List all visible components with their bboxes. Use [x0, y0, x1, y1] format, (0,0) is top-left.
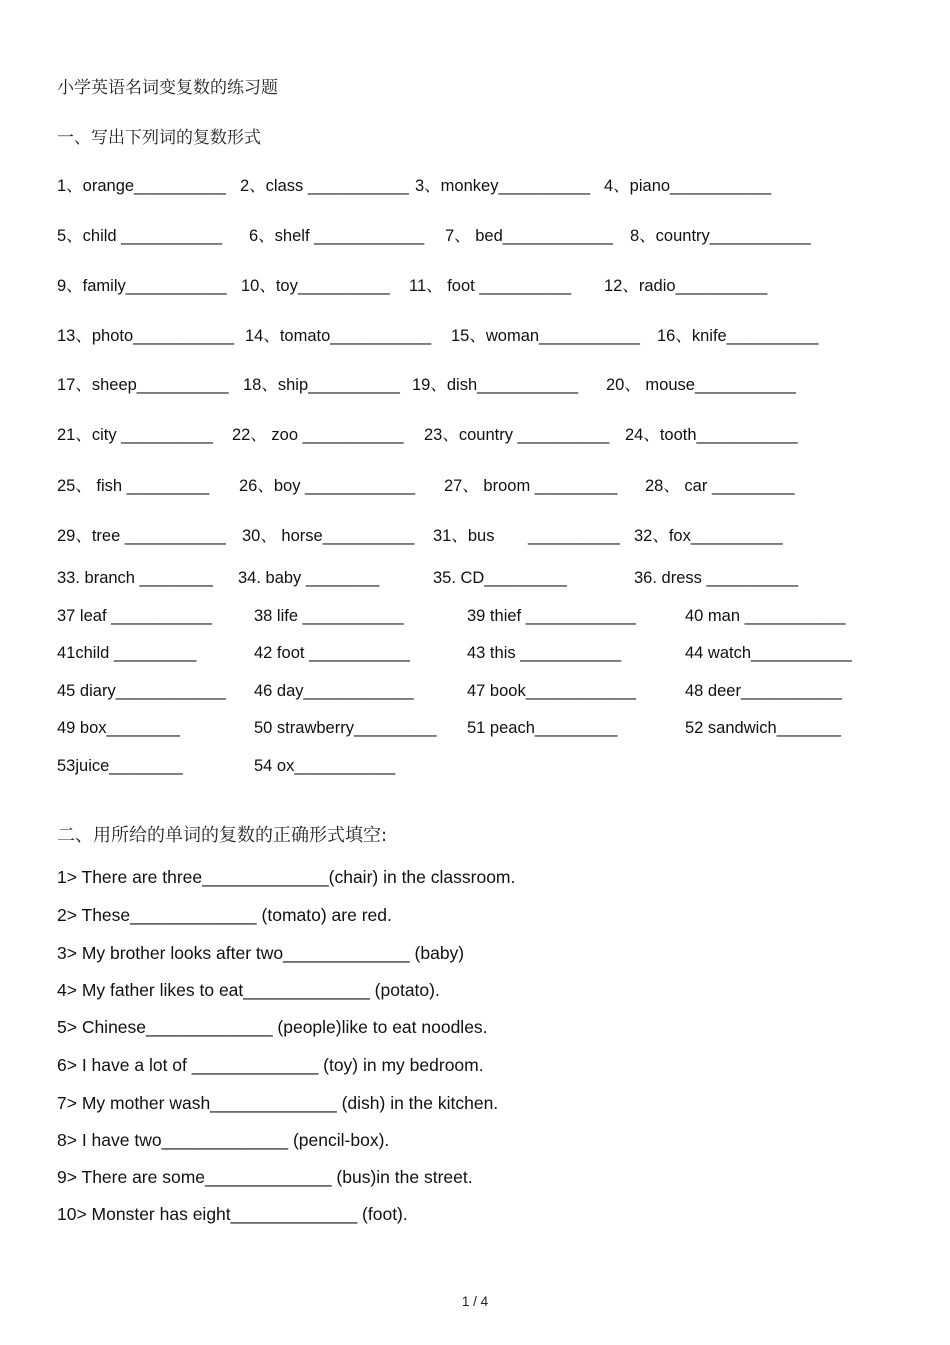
word-item: 41child _________	[57, 644, 197, 662]
word-item: 29、tree ___________	[57, 527, 226, 545]
word-item: 37 leaf ___________	[57, 607, 213, 625]
word-item: 54 ox___________	[254, 757, 396, 775]
word-item: 30、 horse__________	[242, 527, 415, 545]
word-item: 3、monkey__________	[415, 177, 591, 195]
word-item: 48 deer___________	[685, 682, 842, 700]
exercise-sentence: 9> There are some_____________ (bus)in the street.	[57, 1167, 473, 1187]
word-item: 21、city __________	[57, 426, 213, 444]
word-item: 14、tomato___________	[245, 327, 432, 345]
exercise-sentence: 4> My father likes to eat_____________ (potato).	[57, 980, 440, 1000]
word-grid-row	[0, 679, 950, 703]
word-item: 40 man ___________	[685, 607, 846, 625]
word-item: 32、fox__________	[634, 527, 783, 545]
word-item: 34. baby ________	[238, 569, 380, 587]
word-item: 51 peach_________	[467, 719, 618, 737]
word-item: 45 diary____________	[57, 682, 226, 700]
word-item: 47 book____________	[467, 682, 636, 700]
word-item: 13、photo___________	[57, 327, 235, 345]
word-item: 11、 foot __________	[409, 277, 572, 295]
word-item: 23、country __________	[424, 426, 610, 444]
word-grid-row	[0, 566, 950, 590]
word-item: 9、family___________	[57, 277, 227, 295]
word-item: 33. branch ________	[57, 569, 213, 587]
exercise-sentence: 1> There are three_____________(chair) in the classroom.	[57, 867, 516, 887]
word-grid-row	[0, 754, 950, 778]
exercise-sentence: 3> My brother looks after two_____________ (baby)	[57, 943, 465, 963]
page-indicator: 1 / 4	[461, 1294, 489, 1309]
word-row	[0, 274, 950, 298]
exercise-sentence: 7> My mother wash_____________ (dish) in the kitchen.	[57, 1093, 499, 1113]
word-item: 10、toy__________	[241, 277, 390, 295]
word-item: 46 day____________	[254, 682, 414, 700]
word-item: 2、class ___________	[240, 177, 409, 195]
word-item: __________	[528, 527, 620, 545]
word-item: 8、country___________	[630, 227, 811, 245]
word-item: 1、orange__________	[57, 177, 226, 195]
word-item: 4、piano___________	[604, 177, 771, 195]
word-item: 43 this ___________	[467, 644, 622, 662]
word-item: 7、 bed____________	[445, 227, 613, 245]
word-item: 52 sandwich_______	[685, 719, 841, 737]
word-item: 28、 car _________	[645, 477, 795, 495]
word-item: 38 life ___________	[254, 607, 404, 625]
word-row	[0, 324, 950, 348]
word-item: 12、radio__________	[604, 277, 768, 295]
word-item: 49 box________	[57, 719, 180, 737]
word-item: 24、tooth___________	[625, 426, 798, 444]
word-row	[0, 474, 950, 498]
exercise-sentence: 5> Chinese_____________ (people)like to eat noodles.	[57, 1017, 488, 1037]
word-row	[0, 524, 950, 548]
word-grid-row	[0, 641, 950, 665]
word-row	[0, 224, 950, 248]
word-item: 15、woman___________	[451, 327, 640, 345]
exercise-sentence: 8> I have two_____________ (pencil-box).	[57, 1130, 390, 1150]
word-item: 36. dress __________	[634, 569, 799, 587]
word-item: 17、sheep__________	[57, 376, 229, 394]
word-item: 22、 zoo ___________	[232, 426, 404, 444]
word-item: 53juice________	[57, 757, 183, 775]
word-row	[0, 423, 950, 447]
section2-heading: 二、用所给的单词的复数的正确形式填空:	[57, 825, 388, 846]
word-item: 16、knife__________	[657, 327, 819, 345]
word-grid-row	[0, 604, 950, 628]
word-grid-row	[0, 716, 950, 740]
word-row	[0, 174, 950, 198]
word-item: 6、shelf ____________	[249, 227, 425, 245]
word-item: 25、 fish _________	[57, 477, 210, 495]
word-item: 42 foot ___________	[254, 644, 410, 662]
word-item: 20、 mouse___________	[606, 376, 796, 394]
word-item: 50 strawberry_________	[254, 719, 437, 737]
word-item: 5、child ___________	[57, 227, 223, 245]
word-item: 18、ship__________	[243, 376, 400, 394]
document-title: 小学英语名词变复数的练习题	[57, 78, 278, 98]
word-item: 19、dish___________	[412, 376, 579, 394]
word-item: 44 watch___________	[685, 644, 852, 662]
word-item: 26、boy ____________	[239, 477, 416, 495]
exercise-sentence: 2> These_____________ (tomato) are red.	[57, 905, 392, 925]
exercise-sentence: 10> Monster has eight_____________ (foot).	[57, 1204, 408, 1224]
word-item: 35. CD_________	[433, 569, 567, 587]
exercise-sentence: 6> I have a lot of _____________ (toy) in my bedroom.	[57, 1055, 484, 1075]
word-row	[0, 373, 950, 397]
word-item: 31、bus	[433, 527, 495, 545]
word-item: 27、 broom _________	[444, 477, 618, 495]
section1-heading: 一、写出下列词的复数形式	[57, 128, 261, 148]
word-item: 39 thief ____________	[467, 607, 636, 625]
